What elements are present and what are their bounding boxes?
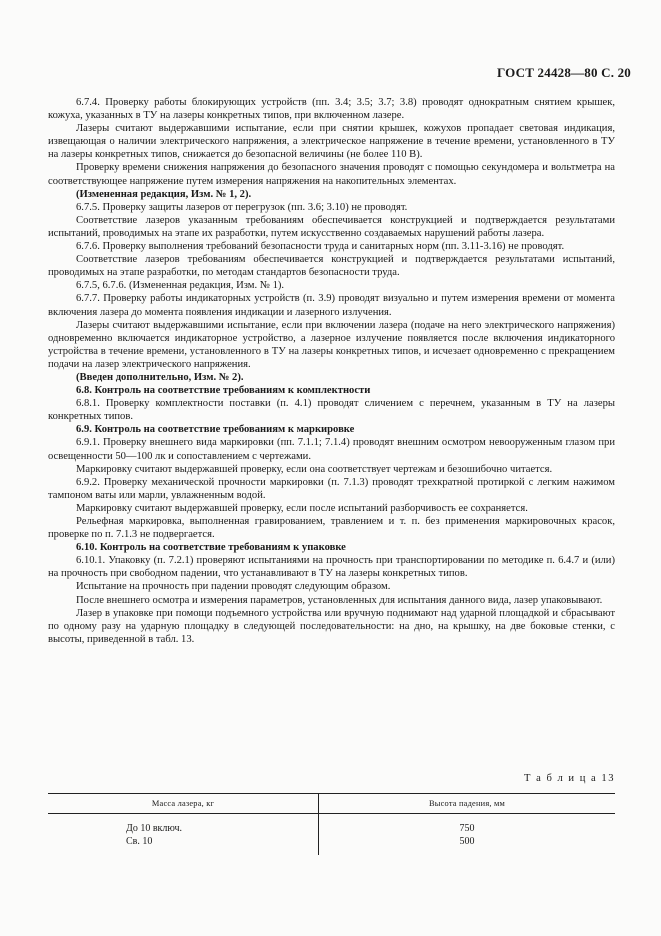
- paragraph: Проверку времени снижения напряжения до безопасного значения проводят с помощью секундомера и вольтметра на соответствующее напряжение путем измерения напряжения на накопительных элементах.: [48, 162, 615, 187]
- paragraph: Лазеры считают выдержавшими испытание, если при включении лазера (подаче на него электрического напряжения) одновременно включается индикаторное устройство, а лазерное излучение появляется после включения индикаторного устройства в течение времени, установленного в ТУ на лазеры конкретных типов, и исчезает одновременно с прекращением подачи на лазер электрического напряжения.: [48, 319, 615, 370]
- table-row: [48, 837, 615, 856]
- column-header-height: Высота падения, мм: [319, 794, 616, 814]
- paragraph: 6.7.4. Проверку работы блокирующих устройств (пп. 3.4; 3.5; 3.7; 3.8) проводят однократным снятием крышек, кожуха, указанных в ТУ на лазеры конкретных типов, при включенном лазере.: [48, 97, 615, 122]
- paragraph: (Измененная редакция, Изм. № 1, 2).: [76, 188, 252, 200]
- table-caption: Т а б л и ц а 13: [523, 773, 615, 784]
- paragraph: 6.8.1. Проверку комплектности поставки (п. 4.1) проводят сличением с перечнем, указанным в ТУ на лазеры конкретных типов.: [48, 398, 615, 423]
- document-body: [48, 96, 615, 646]
- paragraph: Испытание на прочность при падении проводят следующим образом.: [76, 581, 391, 593]
- drop-height-table: [48, 793, 615, 855]
- table-row: [48, 814, 615, 837]
- table-cell-mass: До 10 включ.: [48, 814, 319, 837]
- table-header-row: [48, 794, 615, 814]
- paragraph: 6.9. Контроль на соответствие требованиям к маркировке: [76, 424, 355, 436]
- paragraph: 6.8. Контроль на соответствие требованиям к комплектности: [76, 385, 371, 397]
- paragraph: Лазер в упаковке при помощи подъемного устройства или вручную поднимают над ударной площадкой и сбрасывают по одному разу на ударную площадку в следующей последовательности: на дно, на крышку, на две боковые стенки, с высоты, приведенной в табл. 13.: [48, 607, 615, 645]
- paragraph: 6.7.5. Проверку защиты лазеров от перегрузок (пп. 3.6; 3.10) не проводят.: [76, 201, 408, 213]
- paragraph: Рельефная маркировка, выполненная гравированием, травлением и т. п. без применения маркировочных красок, проверке по п. 7.1.3 не подвергается.: [48, 516, 615, 541]
- paragraph: Маркировку считают выдержавшей проверку, если она соответствует чертежам и безошибочно читается.: [76, 463, 553, 475]
- paragraph: 6.7.7. Проверку работы индикаторных устройств (п. 3.9) проводят визуально и путем измерения времени от момента включения лазера до момента появления индикации и лазерного излучения.: [48, 293, 615, 318]
- paragraph: 6.10.1. Упаковку (п. 7.2.1) проверяют испытаниями на прочность при транспортировании по методике п. 6.4.7 и (или) на прочность при свободном падении, что устанавливают в ТУ на лазеры конкретных типов.: [48, 555, 615, 580]
- paragraph: 6.9.2. Проверку механической прочности маркировки (п. 7.1.3) проводят трехкратной протиркой с легким нажимом тампоном ваты или марли, увлажненным водой.: [48, 476, 615, 501]
- table-cell-height: 750: [459, 823, 475, 834]
- paragraph: Соответствие лазеров требованиям обеспечивается конструкцией и подтверждается результатами испытаний, проводимых на этапе разработки, по методам стандартов безопасности труда.: [48, 254, 615, 279]
- paragraph: 6.7.6. Проверку выполнения требований безопасности труда и санитарных норм (пп. 3.11-3.16) не проводят.: [76, 241, 565, 253]
- page-header: ГОСТ 24428—80 С. 20: [497, 65, 631, 80]
- paragraph: (Введен дополнительно, Изм. № 2).: [76, 371, 244, 383]
- paragraph: 6.9.1. Проверку внешнего вида маркировки (пп. 7.1.1; 7.1.4) проводят внешним осмотром невооруженным глазом при освещенности 50—100 лк и сопоставлением с чертежами.: [48, 437, 615, 462]
- table-cell-mass: Св. 10: [48, 837, 319, 856]
- paragraph: 6.7.5, 6.7.6. (Измененная редакция, Изм. № 1).: [76, 280, 285, 292]
- paragraph: Соответствие лазеров указанным требованиям обеспечивается конструкцией и подтверждается результатами испытаний, проводимых на этапе их разработки, путем искусственно создаваемых нарушений работы лазера.: [48, 214, 615, 239]
- paragraph: Лазеры считают выдержавшими испытание, если при снятии крышек, кожухов пропадает световая индикация, извещающая о наличии электрического напряжения, а электрическое напряжение в течение времени, установленного в ТУ на лазеры конкретных типов, снижается до безопасной величины (не более 110 В).: [48, 123, 615, 161]
- paragraph: Маркировку считают выдержавшей проверку, если после испытаний разборчивость ее сохраняется.: [76, 502, 528, 514]
- column-header-mass: Масса лазера, кг: [48, 794, 319, 814]
- paragraph: После внешнего осмотра и измерения параметров, установленных для испытания данного вида, лазер упаковывают.: [76, 594, 603, 606]
- paragraph: 6.10. Контроль на соответствие требованиям к упаковке: [76, 542, 346, 554]
- table-cell-height: 500: [459, 835, 475, 847]
